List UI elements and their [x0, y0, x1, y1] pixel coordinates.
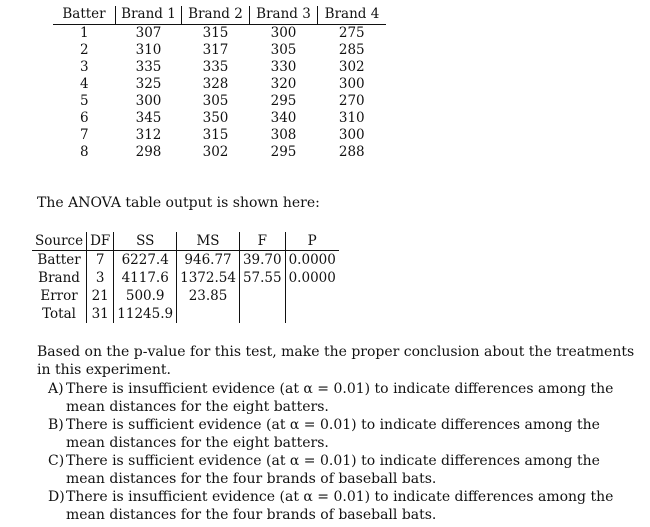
table-cell: 308	[270, 127, 297, 143]
column-header: P	[285, 232, 339, 251]
table-cell: 0.0000	[288, 270, 336, 286]
column-header: DF	[87, 232, 114, 251]
table-cell: Batter	[32, 251, 87, 270]
table-cell: 39.70	[239, 251, 285, 270]
table-cell: 300	[338, 127, 365, 143]
table-cell	[239, 287, 285, 305]
table-row	[53, 127, 386, 144]
table-row	[53, 93, 386, 110]
column-header: F	[239, 232, 285, 251]
column-header: Source	[32, 232, 87, 251]
table-cell: 340	[270, 110, 297, 126]
table-cell: Total	[32, 305, 87, 323]
table-cell: 1372.54	[177, 269, 240, 287]
table-cell: 270	[338, 93, 365, 109]
table-cell: 302	[202, 144, 229, 160]
answer-choice-d[interactable]	[48, 488, 638, 524]
table-cell	[239, 305, 285, 323]
table-cell: 345	[135, 110, 162, 126]
table-header-row	[53, 6, 386, 25]
table-cell: 5	[79, 93, 89, 109]
table-cell: 330	[270, 59, 297, 75]
table-cell: 7	[79, 127, 89, 143]
table-cell	[177, 305, 240, 323]
table-row	[53, 59, 386, 76]
table-cell: 3	[79, 59, 89, 75]
table-cell: 31	[87, 305, 114, 323]
table-cell: 300	[135, 93, 162, 109]
table-cell: 6	[79, 110, 89, 126]
batter-brand-table	[53, 6, 386, 161]
anova-table	[32, 232, 339, 323]
table-cell: 317	[202, 42, 229, 58]
answer-choices	[48, 380, 638, 524]
choice-letter: A)	[48, 381, 64, 397]
table-cell: 320	[270, 76, 297, 92]
table-cell: 7	[87, 251, 114, 270]
column-header: Brand 2	[182, 6, 250, 25]
column-header: Batter	[53, 6, 116, 25]
table-row	[53, 76, 386, 93]
table-row	[32, 251, 339, 270]
table-row	[53, 42, 386, 59]
table-cell: 4	[79, 76, 89, 92]
column-header: Brand 1	[116, 6, 182, 25]
table-cell	[285, 305, 339, 323]
choice-letter: C)	[48, 453, 65, 469]
table-cell: 312	[135, 127, 162, 143]
table-cell: 500.9	[114, 287, 177, 305]
table-cell: 305	[270, 42, 297, 58]
table-cell: 350	[202, 110, 229, 126]
column-header: Brand 3	[250, 6, 318, 25]
table-cell: Error	[32, 287, 87, 305]
table-cell: 57.55	[239, 269, 285, 287]
table-cell: 302	[338, 59, 365, 75]
table-cell: 946.77	[177, 251, 240, 270]
choice-letter: D)	[48, 489, 65, 505]
table-row	[53, 25, 386, 43]
answer-choice-a[interactable]	[48, 380, 638, 416]
answer-choice-c[interactable]	[48, 452, 638, 488]
table-row	[32, 287, 339, 305]
table-cell: 310	[135, 42, 162, 58]
table-cell: 4117.6	[114, 269, 177, 287]
table-cell: 3	[87, 269, 114, 287]
choice-text: There is insufficient evidence (at α = 0.01) to indicate differences among the mean distances for the eight batters.	[66, 381, 614, 415]
column-header: Brand 4	[318, 6, 387, 25]
answer-choice-b[interactable]	[48, 416, 638, 452]
table-row	[53, 144, 386, 161]
question-text: Based on the p-value for this test, make the proper conclusion about the treatments in this experiment.	[37, 344, 635, 378]
table-cell: 288	[338, 144, 365, 160]
table-cell: 23.85	[177, 287, 240, 305]
table-cell: 295	[270, 144, 297, 160]
anova-intro-text: The ANOVA table output is shown here:	[37, 195, 320, 211]
table-cell: 335	[135, 59, 162, 75]
table-cell: 315	[202, 127, 229, 143]
table-cell: 21	[87, 287, 114, 305]
choice-text: There is insufficient evidence (at α = 0.01) to indicate differences among the mean distances for the four brands of baseball bats.	[66, 489, 614, 523]
table-cell: 2	[79, 42, 89, 58]
table-cell: 6227.4	[114, 251, 177, 270]
table-cell: 300	[270, 25, 297, 41]
table-cell: 11245.9	[114, 305, 177, 323]
table-cell: 307	[135, 25, 162, 41]
table-cell: 0.0000	[288, 252, 336, 268]
table-cell: 8	[79, 144, 89, 160]
choice-text: There is sufficient evidence (at α = 0.01) to indicate differences among the mean distances for the eight batters.	[66, 417, 600, 451]
table-cell: 298	[135, 144, 162, 160]
table-row	[32, 269, 339, 287]
table-cell: 1	[79, 25, 89, 41]
table-cell: 315	[202, 25, 229, 41]
choice-text: There is sufficient evidence (at α = 0.01) to indicate differences among the mean distances for the four brands of baseball bats.	[66, 453, 600, 487]
table-cell: 325	[135, 76, 162, 92]
table-cell: 335	[202, 59, 229, 75]
table-cell: 295	[270, 93, 297, 109]
table-cell: 310	[338, 110, 365, 126]
table-cell	[285, 287, 339, 305]
table-cell: 305	[202, 93, 229, 109]
column-header: MS	[177, 232, 240, 251]
table-cell: 328	[202, 76, 229, 92]
table-cell: 275	[338, 25, 365, 41]
column-header: SS	[114, 232, 177, 251]
table-cell: 300	[338, 76, 365, 92]
table-row	[32, 305, 339, 323]
table-header-row	[32, 232, 339, 251]
table-cell: Brand	[32, 269, 87, 287]
table-row	[53, 110, 386, 127]
choice-letter: B)	[48, 417, 64, 433]
table-cell: 285	[338, 42, 365, 58]
